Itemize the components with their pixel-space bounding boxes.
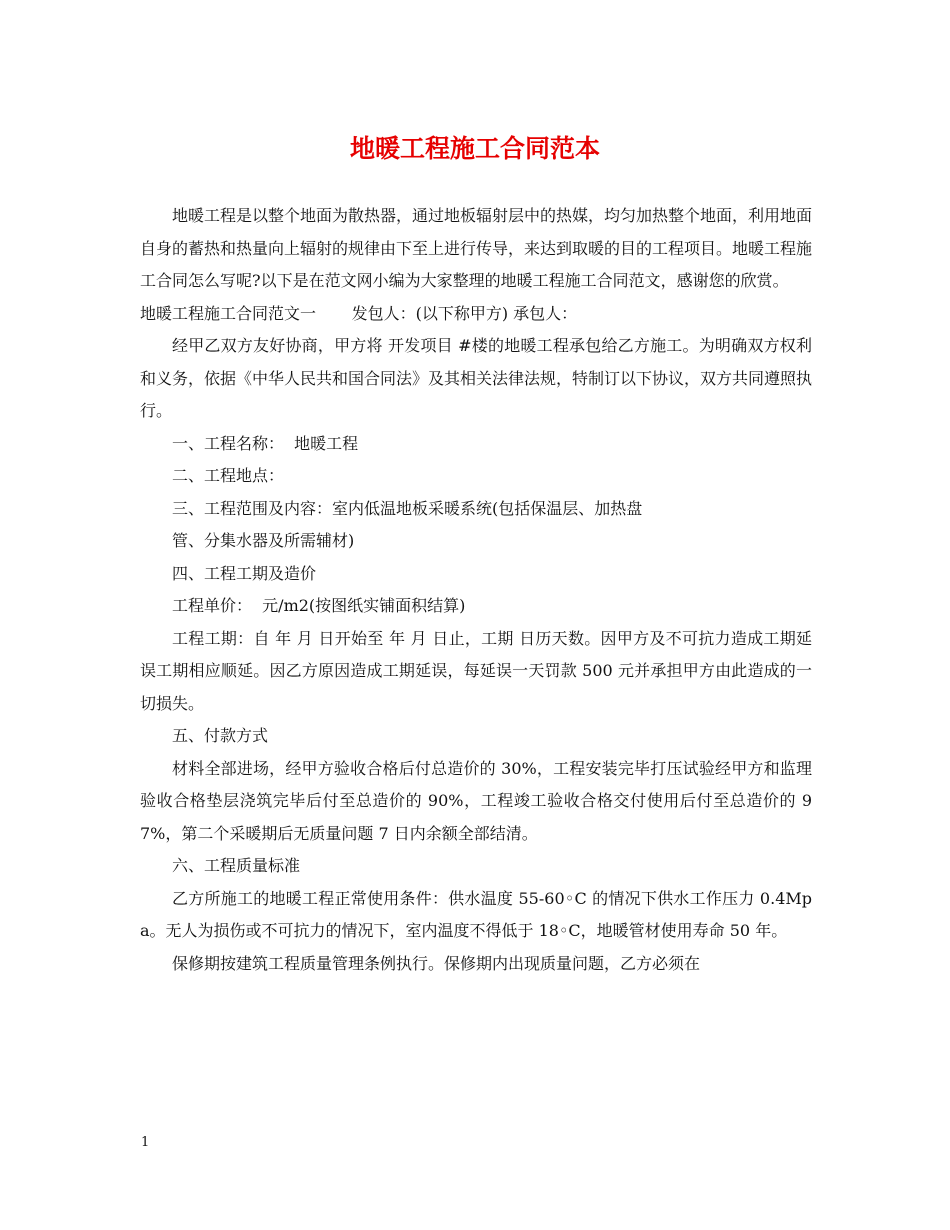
paragraph-agreement: 经甲乙双方友好协商，甲方将 开发项目 #楼的地暖工程承包给乙方施工。为明确双方权利和义务，依据《中华人民共和国合同法》及其相关法律法规，特制订以下协议，双方共同遵照执行。 — [140, 336, 813, 420]
paragraph-payment: 材料全部进场，经甲方验收合格后付总造价的 30%，工程安装完毕打压试验经甲方和监理验收合格垫层浇筑完毕后付至总造价的 90%，工程竣工验收合格交付使用后付至总造价的 97%，第二个采暖期后无质量问题 7 日内余额全部结清。 — [140, 758, 812, 843]
paragraph-scope-continued: 管、分集水器及所需辅材) — [172, 531, 355, 550]
page-number: 1 — [141, 1135, 150, 1150]
paragraph-quality: 乙方所施工的地暖工程正常使用条件：供水温度 55-60◦C 的情况下供水工作压力 0.4Mpa。无人为损伤或不可抗力的情况下，室内温度不得低于 18◦C，地暖管材使用寿命 50 年。 — [140, 888, 812, 940]
paragraph-project-name: 一、工程名称： 地暖工程 — [172, 433, 359, 453]
document-title: 地暖工程施工合同范本 — [349, 134, 600, 163]
paragraph-unit-price: 工程单价： 元/m2(按图纸实铺面积结算) — [172, 596, 466, 615]
paragraph-intro: 地暖工程是以整个地面为散热器，通过地板辐射层中的热媒，均匀加热整个地面，利用地面自身的蓄热和热量向上辐射的规律由下至上进行传导，来达到取暖的目的工程项目。地暖工程施工合同怎么写呢?以下是在范文网小编为大家整理的地暖工程施工合同范文，感谢您的欣赏。 — [140, 206, 813, 290]
paragraph-scope: 三、工程范围及内容：室内低温地板采暖系统(包括保温层、加热盘 — [172, 498, 643, 518]
document-body — [140, 200, 812, 980]
paragraph-schedule-heading: 四、工程工期及造价 — [172, 563, 317, 583]
paragraph-schedule: 工程工期：自 年 月 日开始至 年 月 日止，工期 日历天数。因甲方及不可抗力造成工期延误工期相应顺延。因乙方原因造成工期延误，每延误一天罚款 500 元并承担甲方由此造成的一切损失。 — [140, 628, 812, 713]
paragraph-warranty: 保修期按建筑工程质量管理条例执行。保修期内出现质量问题，乙方必须在 — [172, 953, 701, 973]
paragraph-payment-heading: 五、付款方式 — [172, 726, 269, 745]
paragraph-project-location: 二、工程地点： — [172, 466, 285, 485]
paragraph-parties: 地暖工程施工合同范文一 发包人：(以下称甲方) 承包人： — [140, 303, 578, 323]
paragraph-quality-heading: 六、工程质量标准 — [172, 856, 301, 875]
